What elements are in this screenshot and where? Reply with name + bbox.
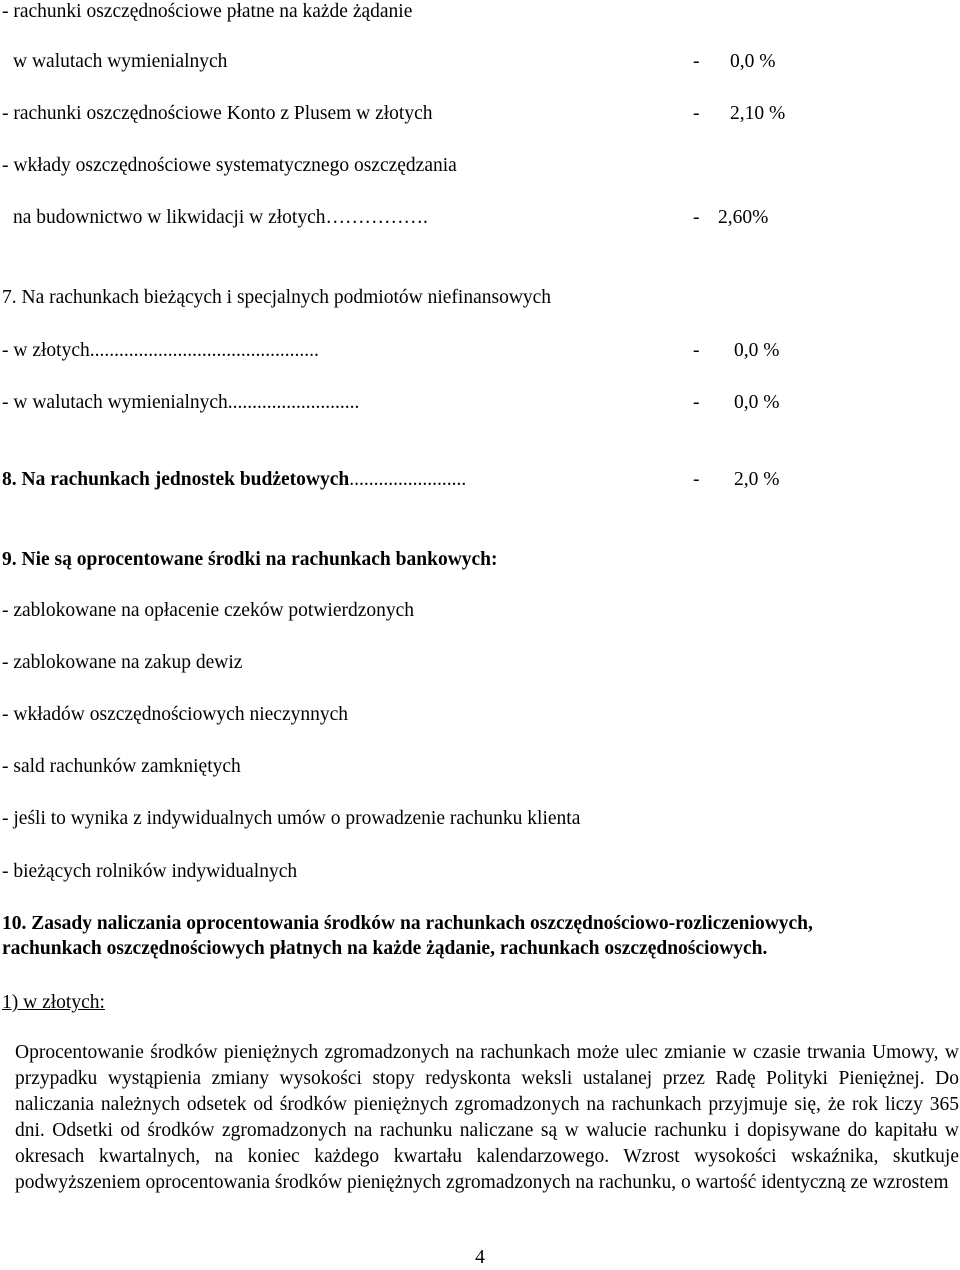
rate-value: 2,0 %	[734, 469, 780, 490]
rate-dash: -	[693, 103, 700, 124]
line-systematic-savings: - wkłady oszczędnościowe systematycznego oszczędzania	[2, 155, 457, 176]
section-9-heading: 9. Nie są oprocentowane środki na rachunkach bankowych:	[2, 549, 498, 570]
rate-value: 0,0 %	[734, 392, 780, 413]
rate-value: 0,0 %	[734, 340, 780, 361]
line-savings-on-demand: - rachunki oszczędnościowe płatne na każde żądanie	[2, 1, 413, 22]
section-10-heading-continued: rachunkach oszczędnościowych płatnych na każde żądanie, rachunkach oszczędnościowych.	[2, 938, 768, 959]
list-item: - sald rachunków zamkniętych	[2, 756, 241, 777]
line-construction-liquidation: na budownictwo w likwidacji w złotych…………….	[13, 207, 428, 228]
list-item: - jeśli to wynika z indywidualnych umów o prowadzenie rachunku klienta	[2, 808, 581, 829]
section-8-heading: 8. Na rachunkach jednostek budżetowych	[2, 469, 350, 490]
rate-dash: -	[693, 392, 700, 413]
rate-dash: -	[693, 340, 700, 361]
rate-dash: -	[693, 469, 700, 490]
list-item: - bieżących rolników indywidualnych	[2, 861, 298, 882]
line-foreign-currencies: w walutach wymienialnych	[13, 51, 228, 72]
subsection-pln-heading: 1) w złotych:	[2, 992, 105, 1013]
section-8-line	[2, 468, 466, 492]
list-item: - wkładów oszczędnościowych nieczynnych	[2, 704, 349, 725]
interest-paragraph: Oprocentowanie środków pieniężnych zgromadzonych na rachunkach może ulec zmianie w czasie trwania Umowy, w przypadku wystąpienia zmiany wysokości stopy redyskonta weksli ustalanej przez Radę Polityki Pieniężnej. Do naliczania należnych odsetek od środków pieniężnych zgromadzonych na rachunkach przyjmuje się, że rok liczy 365 dni. Odsetki od środków zgromadzonych na rachunku naliczane są w walucie rachunku i dopisywane do kapitału w okresach kwartalnych, na koniec każdego kwartału kalendarzowego. Wzrost wysokości wskaźnika, skutkuje podwyższeniem oprocentowania środków pieniężnych zgromadzonych na rachunku, o wartość identyczną ze wzrostem	[15, 1042, 959, 1193]
line-in-foreign-currencies: - w walutach wymienialnych...........................	[2, 392, 360, 413]
line-in-pln: - w złotych...............................................	[2, 340, 319, 361]
section-7-heading: 7. Na rachunkach bieżących i specjalnych podmiotów niefinansowych	[2, 287, 552, 308]
section-10-heading: 10. Zasady naliczania oprocentowania środków na rachunkach oszczędnościowo-rozliczeniowych,	[2, 913, 813, 934]
rate-value: 0,0 %	[730, 51, 776, 72]
line-konto-z-plusem: - rachunki oszczędnościowe Konto z Plusem w złotych	[2, 103, 433, 124]
list-item: - zablokowane na zakup dewiz	[2, 652, 243, 673]
rate-dash: -	[693, 207, 700, 228]
page-number: 4	[475, 1247, 485, 1268]
rate-value: 2,60%	[718, 207, 769, 228]
rate-value: 2,10 %	[730, 103, 786, 124]
list-item: - zablokowane na opłacenie czeków potwierdzonych	[2, 600, 415, 621]
section-8-leader-dots: ........................	[349, 469, 467, 490]
rate-dash: -	[693, 51, 700, 72]
